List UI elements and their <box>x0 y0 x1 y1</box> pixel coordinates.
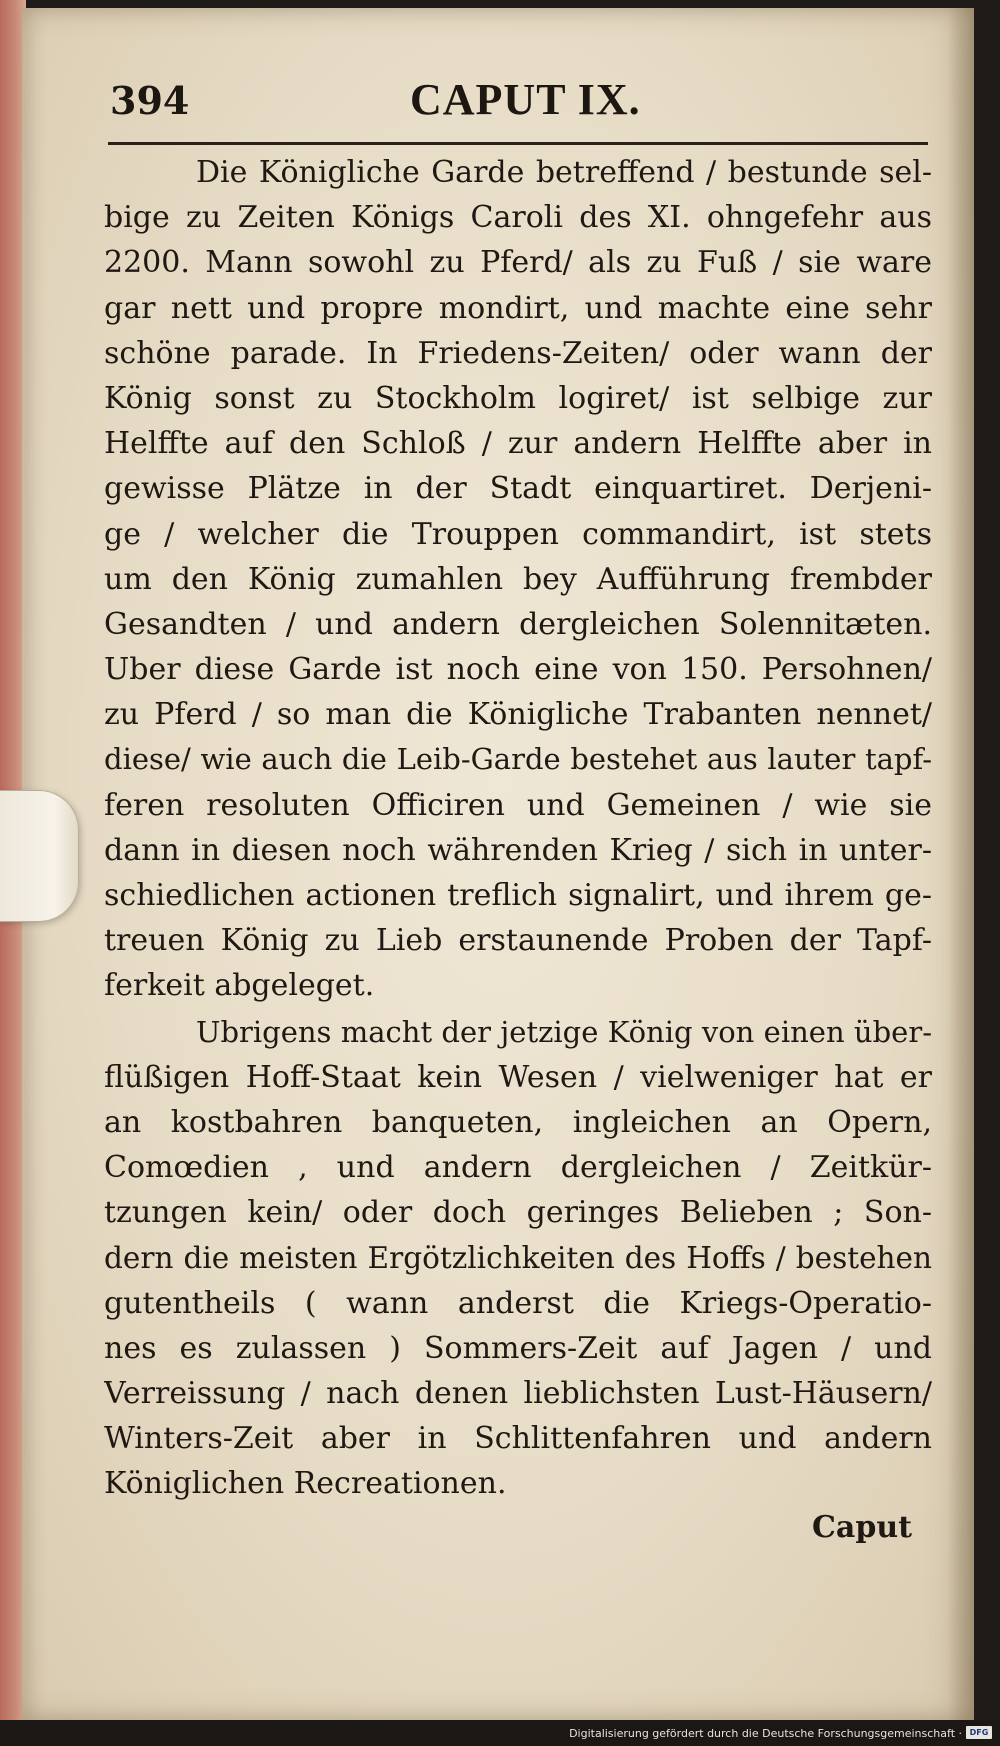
text-line: bige zu Zeiten Königs Caroli des XI. ohngefehr aus <box>104 200 932 236</box>
text-line: ge / welcher die Trouppen commandirt, ist stets <box>104 516 932 552</box>
text-line: Winters-Zeit aber in Schlittenfahren und andern <box>104 1421 932 1457</box>
text-line: nes es zulassen ) Sommers-Zeit auf Jagen / und <box>104 1330 932 1366</box>
text-line: Verreissung / nach denen lieblichsten Lust-Häusern/ <box>104 1376 932 1412</box>
paragraph-1 <box>104 150 932 1009</box>
text-line: 2200. Mann sowohl zu Pferd/ als zu Fuß / sie ware <box>104 245 932 281</box>
text-line: schöne parade. In Friedens-Zeiten/ oder wann der <box>104 335 932 371</box>
text-line: gewisse Plätze in der Stadt einquartiret. Derjeni- <box>104 471 932 507</box>
text-line: schiedlichen actionen treflich signalirt, und ihrem ge- <box>104 878 932 913</box>
text-line: Gesandten / und andern dergleichen Solennitæten. <box>104 606 932 642</box>
text-line: Ubrigens macht der jetzige König von einen über- <box>196 1014 932 1049</box>
text-line: Uber diese Garde ist noch eine von 150. Persohnen/ <box>104 652 932 688</box>
text-line: Comœdien , und andern dergleichen / Zeitkür- <box>104 1150 932 1186</box>
text-line: zu Pferd / so man die Königliche Trabanten nennet/ <box>104 697 932 733</box>
text-line: treuen König zu Lieb erstaunende Proben der Tapf- <box>104 923 932 959</box>
text-line: Helffte auf den Schloß / zur andern Helffte aber in <box>104 426 932 462</box>
page-clip <box>0 790 79 922</box>
catchword: Caput <box>812 1510 912 1545</box>
text-line: ferkeit abgeleget. <box>104 968 375 1004</box>
text-line: Königlichen Recreationen. <box>104 1466 507 1502</box>
text-line: flüßigen Hoff-Staat kein Wesen / vielweniger hat er <box>104 1059 932 1095</box>
dfg-logo-icon <box>966 1726 992 1739</box>
dfg-logo-text: DFG <box>969 1728 989 1737</box>
text-line: feren resoluten Officiren und Gemeinen / wie sie <box>104 787 932 823</box>
running-title: CAPUT IX. <box>410 75 641 124</box>
digitization-credit: Digitalisierung gefördert durch die Deutsche Forschungsgemeinschaft · <box>569 1727 962 1740</box>
text-line: an kostbahren banqueten, ingleichen an Opern, <box>104 1104 932 1140</box>
page-number: 394 <box>110 78 190 123</box>
text-line: tzungen kein/ oder doch geringes Belieben ; Son- <box>104 1195 932 1231</box>
text-line: gar nett und propre mondirt, und machte eine sehr <box>104 290 932 326</box>
gutter-shadow <box>948 8 974 1720</box>
text-line: dern die meisten Ergötzlichkeiten des Hoffs / bestehen <box>104 1240 932 1275</box>
text-line: König sonst zu Stockholm logiret/ ist selbige zur <box>104 380 932 416</box>
text-line: Die Königliche Garde betreffend / bestunde sel- <box>196 155 932 190</box>
page-header <box>110 68 930 128</box>
text-line: diese/ wie auch die Leib-Garde bestehet aus lauter tapf- <box>104 742 932 777</box>
text-line: gutentheils ( wann anderst die Kriegs-Operatio- <box>104 1285 932 1321</box>
text-line: um den König zumahlen bey Aufführung frembder <box>104 561 932 597</box>
paragraph-2 <box>104 1010 932 1507</box>
text-line: dann in diesen noch währenden Krieg / sich in unter- <box>104 832 932 868</box>
header-rule <box>108 142 928 145</box>
body-text <box>104 150 932 1507</box>
